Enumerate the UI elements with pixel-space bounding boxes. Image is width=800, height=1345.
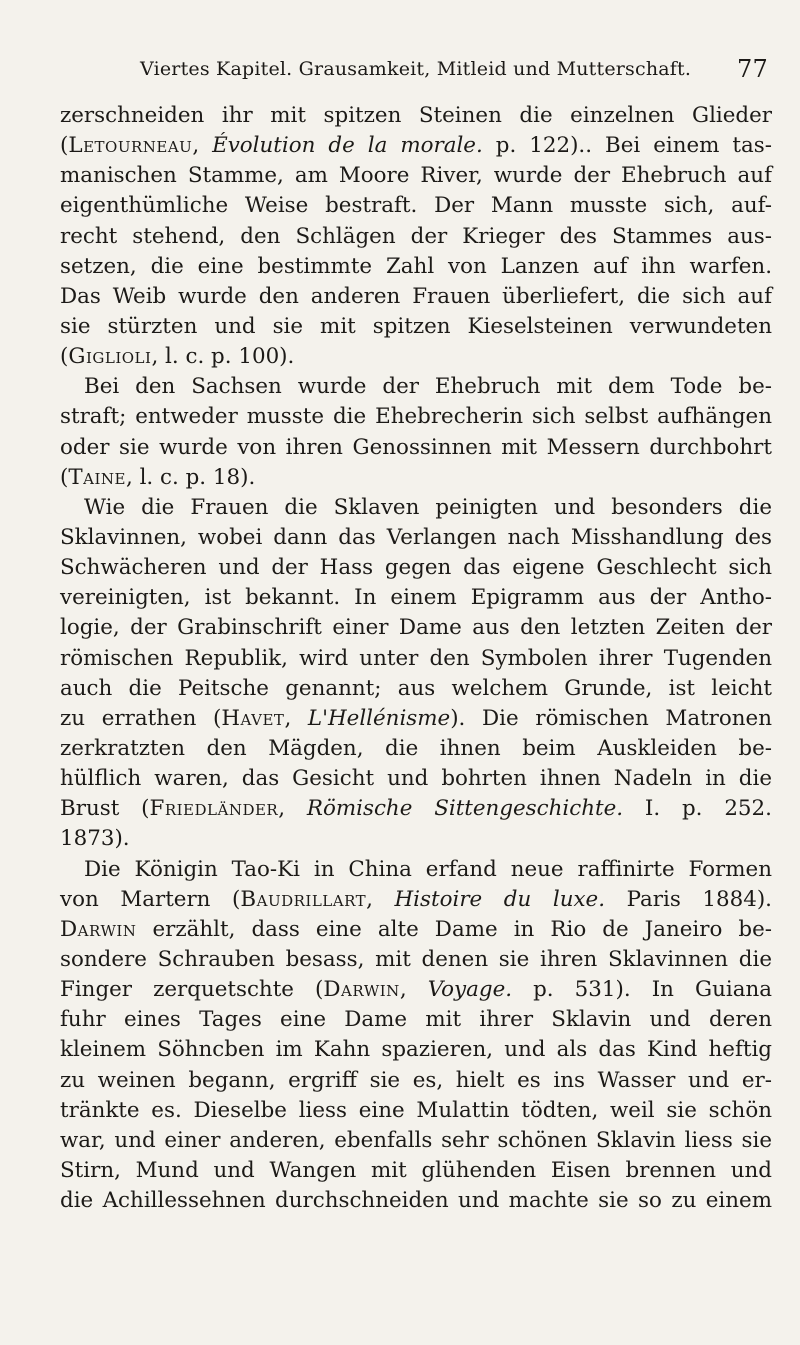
- text-line: [60, 433, 772, 463]
- text-run: sie stürzten und sie mit spitzen Kieselsteinen verwundeten: [60, 313, 772, 339]
- text-run: zerschneiden ihr mit spitzen Steinen die einzelnen Glieder: [60, 103, 772, 128]
- work-title: Évolution de la morale.: [212, 133, 483, 159]
- text-run: Sklavinnen, wobei dann das Verlangen nach Misshandlung des: [60, 524, 772, 550]
- text-run: Schwächeren und der Hass gegen das eigene Geschlecht sich: [60, 555, 772, 581]
- work-title: Histoire du luxe.: [394, 886, 605, 912]
- text-run: war, und einer anderen, ebenfalls sehr schönen Sklavin liess sie: [60, 1127, 772, 1153]
- text-run: , l. c. p. 18).: [125, 464, 256, 490]
- text-line: [60, 1005, 772, 1035]
- text-run: vereinigten, ist bekannt. In einem Epigramm aus der Antho-: [60, 585, 772, 611]
- text-run: eigenthümliche Weise bestraft. Der Mann musste sich, auf-: [60, 193, 772, 219]
- text-line: [60, 885, 772, 915]
- author-name: Giglioli: [68, 344, 152, 370]
- text-line: [60, 252, 772, 282]
- text-run: zu weinen begann, ergriff sie es, hielt es ins Wasser und er-: [60, 1067, 772, 1093]
- text-run: p. 531). In Guiana: [512, 977, 772, 1003]
- text-run: fuhr eines Tages eine Dame mit ihrer Sklavin und deren: [60, 1007, 772, 1033]
- text-run: zerkratzten den Mägden, die ihnen beim Auskleiden be-: [60, 735, 772, 761]
- page-number: 77: [737, 55, 768, 83]
- text-run: tränkte es. Dieselbe liess eine Mulattin tödten, weil sie schön: [60, 1097, 772, 1123]
- text-run: Bei den Sachsen wurde der Ehebruch mit dem Tode be-: [84, 374, 772, 400]
- text-run: 1873).: [60, 826, 130, 852]
- text-run: manischen Stamme, am Moore River, wurde der Ehebruch auf: [60, 163, 772, 189]
- text-run: Wie die Frauen die Sklaven peinigten und besonders die: [84, 494, 772, 520]
- text-line: [60, 734, 772, 764]
- text-run: setzen, die eine bestimmte Zahl von Lanzen auf ihn warfen.: [60, 253, 772, 279]
- text-run: sondere Schrauben besass, mit denen sie ihren Sklavinnen die: [60, 946, 772, 972]
- text-run: , l. c. p. 100).: [151, 344, 295, 370]
- text-run: (: [60, 344, 69, 370]
- text-run: ,: [284, 705, 308, 731]
- text-line: [60, 493, 772, 523]
- text-run: Das Weib wurde den anderen Frauen überliefert, die sich auf: [60, 283, 772, 309]
- text-run: ). Die römischen Matronen: [450, 705, 772, 731]
- text-line: [60, 372, 772, 402]
- text-line: [60, 161, 772, 191]
- text-line: [60, 915, 772, 945]
- text-line: [60, 1035, 772, 1065]
- body-text: [60, 101, 772, 1216]
- text-line: [60, 583, 772, 613]
- text-run: zu errathen (: [60, 705, 222, 731]
- text-run: recht stehend, den Schlägen der Krieger des Stammes aus-: [60, 223, 772, 249]
- page-header: [140, 55, 770, 90]
- text-line: [60, 523, 772, 553]
- work-title: Römische Sittengeschichte.: [306, 796, 624, 822]
- text-run: Finger zerquetschte (: [60, 977, 324, 1003]
- text-line: [60, 101, 772, 131]
- text-line: [60, 282, 772, 312]
- work-title: L'Hellénisme: [307, 705, 451, 731]
- text-line: [60, 613, 772, 643]
- text-line: [60, 975, 772, 1005]
- text-run: auch die Peitsche genannt; aus welchem Grunde, ist leicht: [60, 675, 772, 701]
- text-line: [60, 191, 772, 221]
- text-line: [60, 824, 772, 854]
- text-run: von Martern (: [60, 886, 241, 912]
- author-name: Taine: [68, 464, 126, 490]
- text-run: die Achillessehnen durchschneiden und machte sie so zu einem: [60, 1188, 772, 1214]
- text-line: [60, 1066, 772, 1096]
- text-run: ,: [399, 977, 428, 1003]
- text-run: ,: [278, 796, 307, 822]
- text-line: [60, 1096, 772, 1126]
- text-run: ,: [192, 133, 213, 159]
- text-line: [60, 644, 772, 674]
- text-run: römischen Republik, wird unter den Symbolen ihrer Tugenden: [60, 645, 772, 671]
- text-run: ,: [366, 886, 395, 912]
- text-line: [60, 312, 772, 342]
- author-name: Darwin: [60, 916, 137, 942]
- text-run: Stirn, Mund und Wangen mit glühenden Eisen brennen und: [60, 1157, 772, 1183]
- author-name: Baudrillart: [240, 886, 367, 912]
- text-run: hülflich waren, das Gesicht und bohrten ihnen Nadeln in die: [60, 766, 772, 792]
- text-line: [60, 855, 772, 885]
- author-name: Darwin: [323, 977, 400, 1003]
- text-run: I. p. 252.: [623, 796, 772, 822]
- text-line: [60, 222, 772, 252]
- text-run: Die Königin Tao-Ki in China erfand neue raffinirte Formen: [84, 856, 772, 882]
- text-line: [60, 131, 772, 161]
- text-line: [60, 674, 772, 704]
- author-name: Letourneau: [68, 133, 193, 159]
- text-line: [60, 764, 772, 794]
- text-run: (: [60, 133, 69, 159]
- text-line: [60, 463, 772, 493]
- text-run: logie, der Grabinschrift einer Dame aus den letzten Zeiten der: [60, 615, 772, 641]
- text-line: [60, 794, 772, 824]
- text-line: [60, 553, 772, 583]
- text-line: [60, 1186, 772, 1216]
- text-run: straft; entweder musste die Ehebrecherin sich selbst aufhängen: [60, 404, 772, 430]
- text-run: oder sie wurde von ihren Genossinnen mit Messern durchbohrt: [60, 434, 772, 460]
- text-run: kleinem Söhncben im Kahn spazieren, und als das Kind heftig: [60, 1037, 772, 1063]
- text-line: [60, 945, 772, 975]
- text-run: (: [60, 464, 69, 490]
- author-name: Havet: [221, 705, 285, 731]
- work-title: Voyage.: [427, 977, 513, 1003]
- text-run: erzählt, dass eine alte Dame in Rio de Janeiro be-: [136, 916, 772, 942]
- text-line: [60, 1126, 772, 1156]
- text-line: [60, 1156, 772, 1186]
- text-run: Paris 1884).: [605, 886, 772, 912]
- author-name: Friedländer: [149, 796, 279, 822]
- text-line: [60, 342, 772, 372]
- text-line: [60, 704, 772, 734]
- text-line: [60, 402, 772, 432]
- text-run: Brust (: [60, 796, 150, 822]
- text-run: p. 122).. Bei einem tas-: [482, 133, 772, 159]
- running-title: Viertes Kapitel. Grausamkeit, Mitleid und Mutterschaft.: [140, 58, 692, 80]
